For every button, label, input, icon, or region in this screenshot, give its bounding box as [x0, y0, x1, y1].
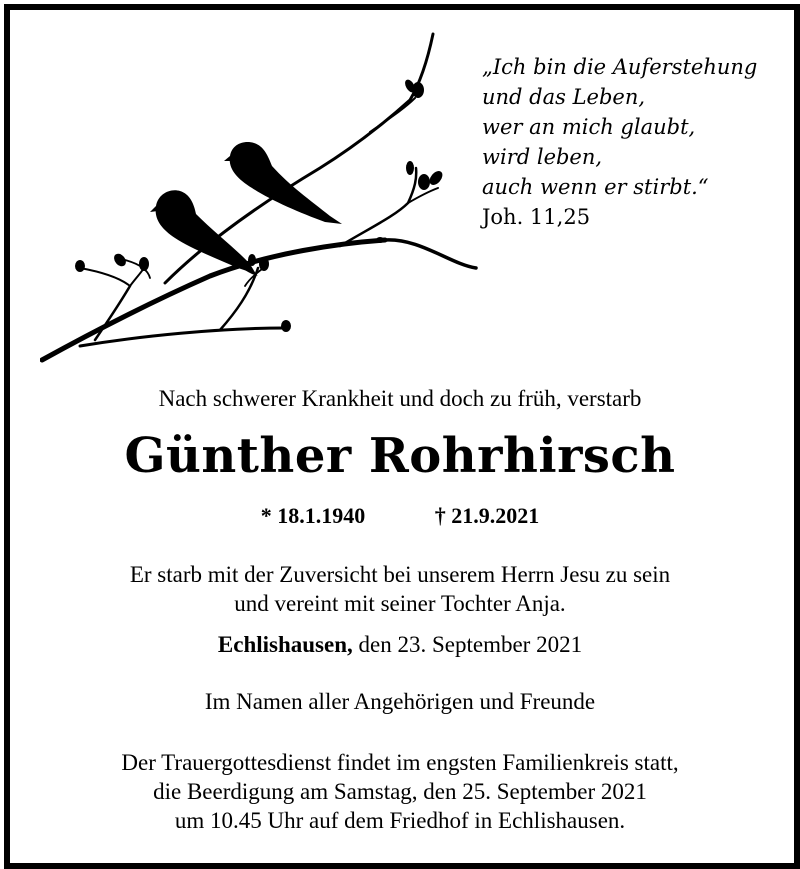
quote-line: wird leben,: [482, 145, 603, 169]
quote-line: und das Leben,: [482, 85, 646, 109]
birds-on-branch-illustration: [40, 28, 485, 368]
intro-text: Nach schwerer Krankheit und doch zu früh, verstarb: [158, 386, 642, 411]
date: den 23. September 2021: [352, 632, 583, 657]
place-date: [0, 630, 800, 659]
bible-quote: [482, 52, 757, 232]
death-date: † 21.9.2021: [434, 503, 540, 528]
funeral-info: [0, 748, 800, 835]
funeral-line: Der Trauergottesdienst findet im engsten Familienkreis statt,: [121, 750, 679, 775]
quote-line: wer an mich glaubt,: [482, 115, 696, 139]
life-dates: [0, 503, 800, 529]
funeral-line: die Beerdigung am Samstag, den 25. September 2021: [153, 779, 647, 804]
message-line: und vereint mit seiner Tochter Anja.: [234, 591, 566, 616]
birth-date: * 18.1.1940: [260, 503, 366, 528]
message-line: Er starb mit der Zuversicht bei unserem Herrn Jesu zu sein: [129, 562, 671, 587]
quote-reference: Joh. 11,25: [482, 205, 591, 229]
funeral-line: um 10.45 Uhr auf dem Friedhof in Echlishausen.: [174, 808, 626, 833]
quote-line: auch wenn er stirbt.“: [482, 175, 709, 199]
deceased-name: Günther Rohrhirsch: [124, 428, 676, 484]
signoff-text: Im Namen aller Angehörigen und Freunde: [204, 689, 596, 714]
place: Echlishausen,: [217, 632, 353, 657]
quote-line: „Ich bin die Auferstehung: [482, 55, 758, 79]
message-text: [0, 560, 800, 618]
